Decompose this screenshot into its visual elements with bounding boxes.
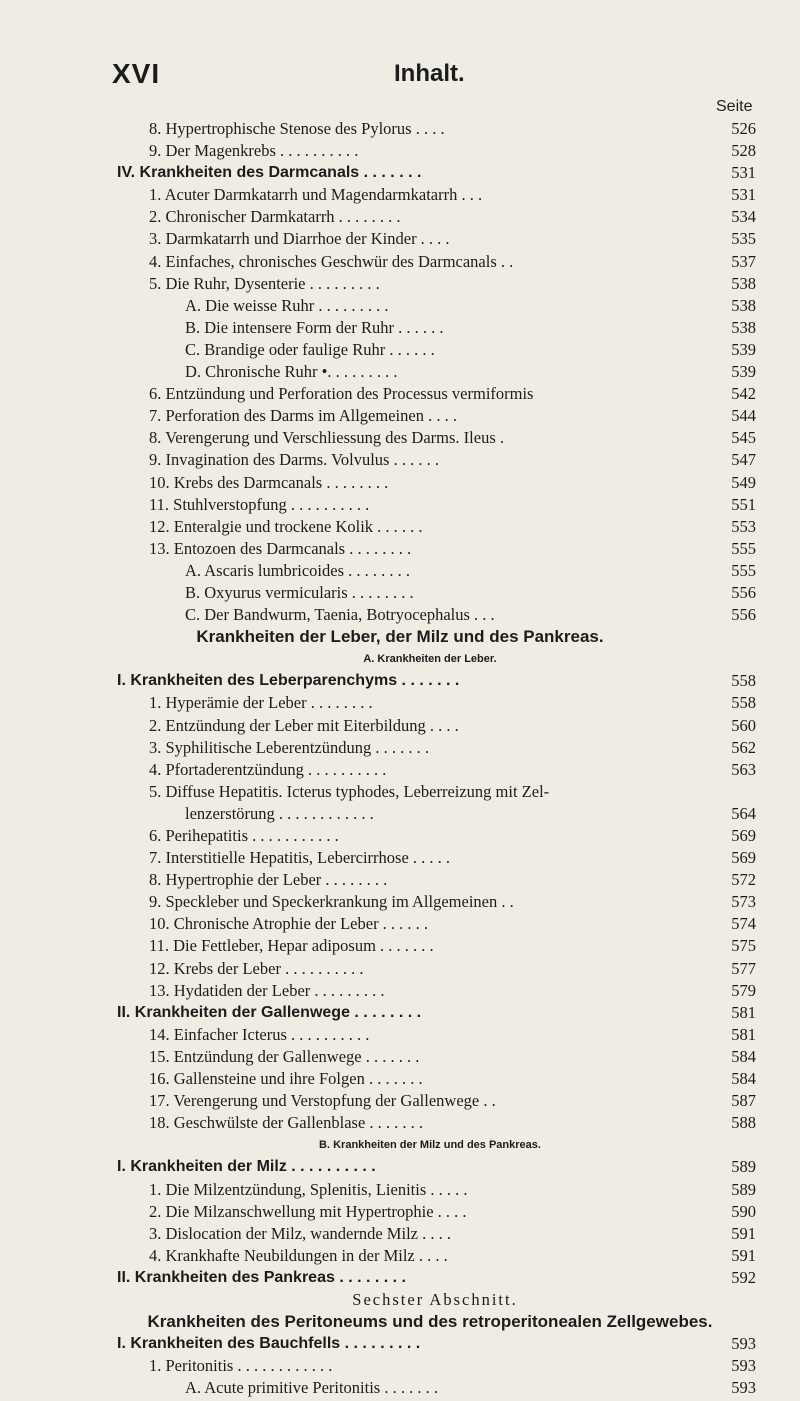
toc-entry [0, 228, 800, 250]
entry-page-number: 553 [731, 516, 756, 536]
page-header [112, 58, 740, 88]
toc-entry [0, 427, 800, 449]
entry-page-number: 562 [731, 737, 756, 757]
toc-section-entry [0, 1333, 800, 1355]
entry-title: 7. Interstitielle Hepatitis, Lebercirrhose . . . . . [149, 848, 451, 868]
entry-page-number: 588 [731, 1113, 756, 1133]
entry-page-number: 593 [731, 1356, 756, 1376]
entry-page-number: 526 [731, 119, 756, 138]
entry-title: 14. Einfacher Icterus . . . . . . . . . . [149, 1024, 370, 1044]
toc-entry [0, 251, 800, 273]
entry-title: 3. Darmkatarrh und Diarrhoe der Kinder . . . . [149, 229, 450, 249]
entry-title: 2. Die Milzanschwellung mit Hypertrophie . . . . [149, 1201, 467, 1221]
entry-title: A. Die weisse Ruhr . . . . . . . . . [185, 295, 389, 315]
entry-title: C. Brandige oder faulige Ruhr . . . . . . [185, 339, 435, 359]
entry-page-number: 555 [731, 560, 756, 580]
entry-title: 12. Krebs der Leber . . . . . . . . . . [149, 958, 364, 978]
entry-title: 1. Hyperämie der Leber . . . . . . . . [149, 693, 373, 713]
toc-entry [0, 891, 800, 913]
entry-title: 1. Peritonitis . . . . . . . . . . . . [149, 1356, 333, 1376]
entry-title: A. Acute primitive Peritonitis . . . . . . . [185, 1378, 438, 1398]
entry-page-number: 542 [731, 384, 756, 404]
entry-title: 16. Gallensteine und ihre Folgen . . . . . . . [149, 1069, 423, 1089]
entry-page-number: 545 [731, 428, 756, 448]
toc-entry [0, 1355, 800, 1377]
entry-page-number: 579 [731, 980, 756, 1000]
entry-title: 8. Hypertrophie der Leber . . . . . . . . [149, 870, 388, 890]
entry-title: 10. Krebs des Darmcanals . . . . . . . . [149, 472, 389, 492]
entry-title: 6. Entzündung und Perforation des Processus vermiformis [149, 384, 534, 404]
toc-section-entry [0, 162, 800, 184]
toc-entry [0, 405, 800, 427]
entry-page-number: 574 [731, 914, 756, 934]
entry-page-number: 569 [731, 848, 756, 868]
entry-title: 9. Invagination des Darms. Volvulus . . . . . . [149, 450, 439, 470]
toc-entry [0, 759, 800, 781]
entry-title: I. Krankheiten der Milz . . . . . . . . . . [117, 1158, 376, 1176]
entry-title: 15. Entzündung der Gallenwege . . . . . . . [149, 1046, 420, 1066]
toc-entry [0, 339, 800, 361]
entry-title: 1. Acuter Darmkatarrh und Magendarmkatarrh . . . [149, 185, 483, 205]
entry-title: 4. Krankhafte Neubildungen in der Milz . . . . [149, 1245, 448, 1265]
toc-entry [0, 118, 800, 140]
entry-title: 3. Syphilitische Leberentzündung . . . . . . . [149, 737, 429, 757]
entry-title: 7. Perforation des Darms im Allgemeinen . . . . [149, 406, 457, 426]
toc-entry [0, 449, 800, 471]
toc-entry [0, 273, 800, 295]
entry-title: 5. Diffuse Hepatitis. Icterus typhodes, Leberreizung mit Zel- [149, 781, 550, 801]
entry-title: I. Krankheiten des Bauchfells . . . . . . . . . [117, 1335, 421, 1353]
entry-page-number: 584 [731, 1046, 756, 1066]
entry-title: 12. Enteralgie und trockene Kolik . . . . . . [149, 516, 423, 536]
toc-section-entry [0, 670, 800, 692]
toc-entry [0, 980, 800, 1002]
entry-title: 18. Geschwülste der Gallenblase . . . . . . . [149, 1113, 424, 1133]
entry-title: 4. Pfortaderentzündung . . . . . . . . . . [149, 759, 387, 779]
toc-entry [0, 516, 800, 538]
toc-entry [0, 206, 800, 228]
entry-title: I. Krankheiten des Leberparenchyms . . . . . . . [117, 672, 460, 690]
page-number: XVI [112, 58, 161, 89]
entry-page-number: 538 [731, 273, 756, 293]
entry-title: 11. Die Fettleber, Hepar adiposum . . . . . . . [149, 936, 434, 956]
toc-entry [0, 1024, 800, 1046]
subheading: A. Krankheiten der Leber. [363, 653, 497, 666]
entry-page-number: 591 [731, 1245, 756, 1265]
toc-entry [0, 781, 800, 803]
entry-title: 8. Hypertrophische Stenose des Pylorus . . . . [149, 119, 445, 138]
toc-entry [0, 560, 800, 582]
toc-entry [0, 383, 800, 405]
toc-entry [0, 935, 800, 957]
entry-page-number: 591 [731, 1223, 756, 1243]
entry-title: 11. Stuhlverstopfung . . . . . . . . . . [149, 494, 370, 514]
entry-page-number: 560 [731, 715, 756, 735]
toc-entry [0, 847, 800, 869]
toc-entry [0, 825, 800, 847]
entry-page-number: 534 [731, 207, 756, 227]
entry-page-number: 531 [731, 163, 756, 183]
entry-page-number: 556 [731, 605, 756, 625]
entry-title: A. Ascaris lumbricoides . . . . . . . . [185, 560, 411, 580]
toc-entry [0, 803, 800, 825]
entry-page-number: 535 [731, 229, 756, 249]
toc-entry [0, 692, 800, 714]
entry-page-number: 547 [731, 450, 756, 470]
entry-page-number: 590 [731, 1201, 756, 1221]
entry-page-number: 528 [731, 141, 756, 161]
entry-page-number: 551 [731, 494, 756, 514]
entry-page-number: 581 [731, 1002, 756, 1022]
entry-page-number: 573 [731, 892, 756, 912]
part-heading: Krankheiten des Peritoneums und des retroperitonealen Zellgewebes. [147, 1312, 713, 1332]
entry-page-number: 584 [731, 1069, 756, 1089]
entry-title: IV. Krankheiten des Darmcanals . . . . . . . [117, 164, 422, 182]
entry-page-number: 577 [731, 958, 756, 978]
toc-entry [0, 869, 800, 891]
toc-entry [0, 361, 800, 383]
toc-entry [0, 1090, 800, 1112]
entry-page-number: 537 [731, 251, 756, 271]
entry-page-number: 555 [731, 538, 756, 558]
toc-entry [0, 295, 800, 317]
entry-page-number: 549 [731, 472, 756, 492]
entry-title: 8. Verengerung und Verschliessung des Darms. Ileus . [149, 428, 504, 448]
entry-title: C. Der Bandwurm, Taenia, Botryocephalus . . . [185, 605, 495, 625]
entry-page-number: 572 [731, 870, 756, 890]
entry-page-number: 558 [731, 671, 756, 691]
entry-page-number: 539 [731, 339, 756, 359]
toc-entry [0, 913, 800, 935]
entry-title: 3. Dislocation der Milz, wandernde Milz . . . . [149, 1223, 451, 1243]
entry-page-number: 593 [731, 1334, 756, 1354]
subheading: B. Krankheiten der Milz und des Pankreas. [319, 1139, 541, 1152]
entry-page-number: 593 [731, 1378, 756, 1398]
toc-entry [0, 1068, 800, 1090]
entry-title: D. Chronische Ruhr •. . . . . . . . . [185, 362, 398, 382]
entry-title: 2. Entzündung der Leber mit Eiterbildung . . . . [149, 715, 459, 735]
toc-entry [0, 1201, 800, 1223]
entry-page-number: 581 [731, 1024, 756, 1044]
toc-entry [0, 1179, 800, 1201]
entry-title: 9. Speckleber und Speckerkrankung im Allgemeinen . . [149, 892, 514, 912]
entry-title: B. Die intensere Form der Ruhr . . . . . . [185, 317, 444, 337]
toc-entry [0, 538, 800, 560]
entry-page-number: 544 [731, 406, 756, 426]
toc-entry [0, 317, 800, 339]
toc-entry [0, 1245, 800, 1267]
table-of-contents [0, 118, 800, 1399]
entry-page-number: 538 [731, 317, 756, 337]
entry-title: 1. Die Milzentzündung, Splenitis, Lienitis . . . . . [149, 1179, 468, 1199]
entry-page-number: 539 [731, 362, 756, 382]
toc-entry [0, 1046, 800, 1068]
entry-page-number: 556 [731, 582, 756, 602]
entry-title: 9. Der Magenkrebs . . . . . . . . . . [149, 141, 359, 161]
part-heading: Krankheiten der Leber, der Milz und des Pankreas. [196, 627, 604, 647]
entry-page-number: 589 [731, 1179, 756, 1199]
toc-entry [0, 604, 800, 626]
entry-page-number: 589 [731, 1157, 756, 1177]
entry-page-number: 531 [731, 185, 756, 205]
entry-title: 6. Perihepatitis . . . . . . . . . . . [149, 826, 339, 845]
toc-section-entry [0, 1267, 800, 1289]
seite-label: Seite [716, 98, 753, 115]
entry-title: 4. Einfaches, chronisches Geschwür des Darmcanals . . [149, 251, 514, 271]
entry-page-number: 592 [731, 1267, 756, 1287]
entry-title: 2. Chronischer Darmkatarrh . . . . . . . . [149, 207, 401, 227]
entry-title: 13. Hydatiden der Leber . . . . . . . . . [149, 980, 385, 1000]
running-title: Inhalt. [394, 60, 465, 87]
toc-entry [0, 1223, 800, 1245]
entry-title: II. Krankheiten des Pankreas . . . . . . . . [117, 1268, 406, 1286]
entry-title: B. Oxyurus vermicularis . . . . . . . . [185, 582, 414, 602]
toc-entry [0, 184, 800, 206]
entry-title: 13. Entozoen des Darmcanals . . . . . . . . [149, 538, 412, 558]
toc-section-entry [0, 1002, 800, 1024]
toc-entry [0, 1377, 800, 1399]
entry-page-number: 563 [731, 759, 756, 779]
toc-entry [0, 494, 800, 516]
toc-section-entry [0, 1156, 800, 1178]
entry-page-number: 558 [731, 693, 756, 713]
entry-page-number: 564 [731, 803, 756, 823]
entry-page-number: 575 [731, 936, 756, 956]
toc-entry [0, 737, 800, 759]
toc-entry [0, 1112, 800, 1134]
entry-title: 17. Verengerung und Verstopfung der Gallenwege . . [149, 1091, 496, 1111]
entry-title: 10. Chronische Atrophie der Leber . . . . . . [149, 914, 429, 934]
entry-page-number: 538 [731, 295, 756, 315]
toc-entry [0, 582, 800, 604]
toc-entry [0, 472, 800, 494]
entry-title: lenzerstörung . . . . . . . . . . . . [185, 803, 374, 823]
entry-title: II. Krankheiten der Gallenwege . . . . . . . . [117, 1003, 422, 1021]
toc-entry [0, 140, 800, 162]
toc-entry [0, 715, 800, 737]
toc-entry [0, 958, 800, 980]
section-title: Sechster Abschnitt. [352, 1289, 518, 1309]
entry-page-number: 569 [731, 826, 756, 845]
entry-page-number: 587 [731, 1091, 756, 1111]
entry-title: 5. Die Ruhr, Dysenterie . . . . . . . . . [149, 273, 380, 293]
